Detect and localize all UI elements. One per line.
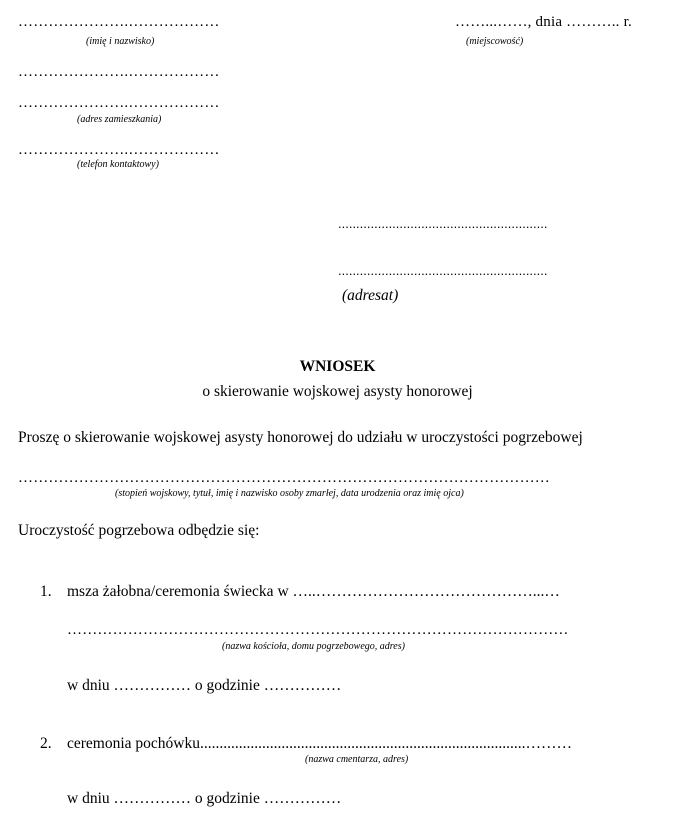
request-text: Proszę o skierowanie wojskowej asysty honorowej do udziału w uroczystości pogrzebowej [18, 429, 583, 446]
name-line[interactable]: ………………….……………… [18, 14, 220, 30]
document-subtitle: o skierowanie wojskowej asysty honorowej [202, 383, 473, 400]
item-2-date-time[interactable]: w dniu …………… o godzinie …………… [67, 790, 342, 807]
item-1-label[interactable]: msza żałobna/ceremonia świecka w …..……………………………………...… [67, 583, 560, 600]
place-caption: (miejscowość) [466, 36, 524, 47]
phone-line[interactable]: ………………….……………… [18, 142, 220, 158]
item-1-line-2[interactable]: ……………………………………………………………………………………… [67, 622, 569, 638]
item-2-caption: (nazwa cmentarza, adres) [305, 754, 409, 765]
addressee-line-1[interactable]: .......................................................... [338, 216, 548, 231]
item-1-date-time[interactable]: w dniu …………… o godzinie …………… [67, 677, 342, 694]
address-line-1[interactable]: ………………….……………… [18, 64, 220, 80]
address-caption: (adres zamieszkania) [77, 114, 162, 125]
addressee-caption: (adresat) [342, 287, 399, 304]
item-2-label[interactable]: ceremonia pochówku....................................................................................……… [67, 735, 572, 752]
place-date-line[interactable]: ……...……, dnia ……….. r. [455, 14, 632, 30]
deceased-caption: (stopień wojskowy, tytuł, imię i nazwisko osoby zmarłej, data urodzenia oraz imię ojca) [115, 488, 464, 499]
ceremony-intro: Uroczystość pogrzebowa odbędzie się: [18, 522, 260, 539]
name-caption: (imię i nazwisko) [86, 36, 155, 47]
address-line-2[interactable]: ………………….……………… [18, 95, 220, 111]
item-1-caption: (nazwa kościoła, domu pogrzebowego, adres) [222, 641, 405, 652]
item-2-number: 2. [40, 735, 52, 752]
item-1-number: 1. [40, 583, 52, 600]
deceased-line[interactable]: …………………………………………………………………………………………… [18, 470, 550, 486]
document-title: WNIOSEK [299, 358, 376, 375]
addressee-line-2[interactable]: .......................................................... [338, 263, 548, 278]
phone-caption: (telefon kontaktowy) [77, 159, 159, 170]
